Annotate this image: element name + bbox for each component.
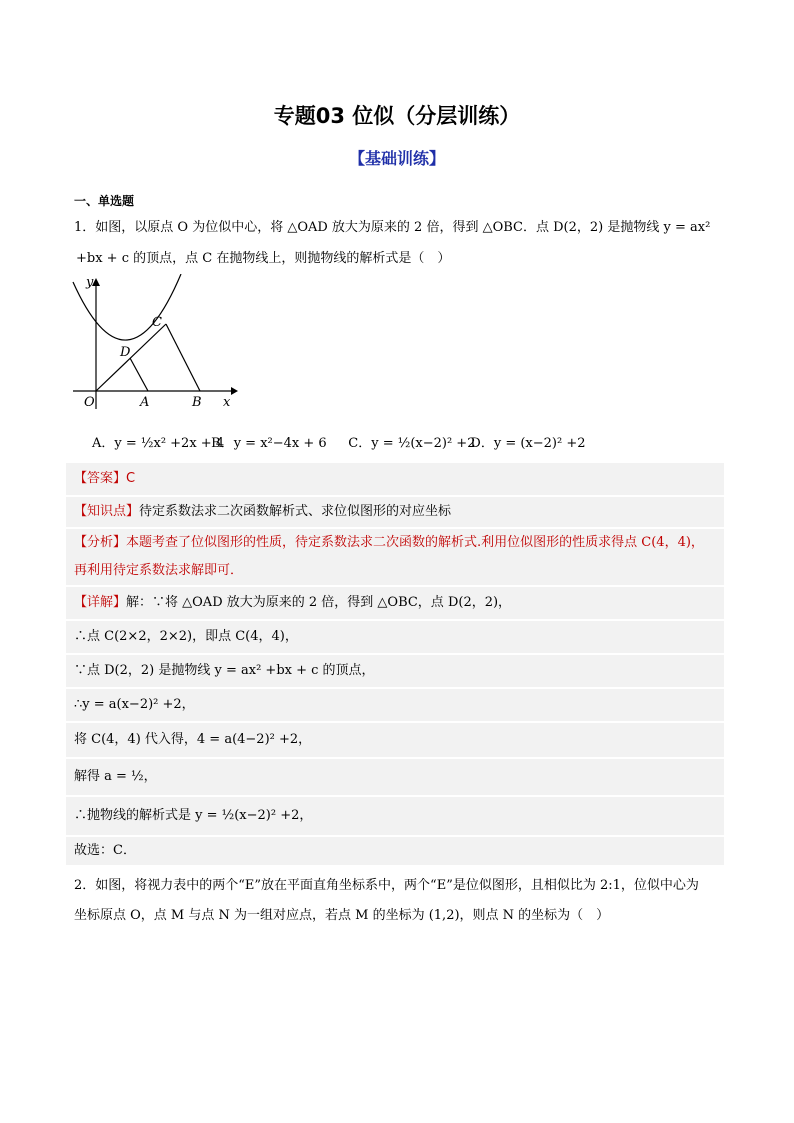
- question-1-figure: [68, 274, 238, 414]
- question-1-line-2: +bx + c 的顶点，点 C 在抛物线上，则抛物线的解析式是（ ）: [76, 251, 451, 266]
- detail-line-7: ∴抛物线的解析式是 y = ½(x−2)² +2，: [74, 808, 313, 823]
- detail-row-4: [66, 689, 724, 721]
- question-1-line-1: 1．如图，以原点 O 为位似中心，将 △OAD 放大为原来的 2 倍，得到 △OBC．点 D(2，2) 是抛物线 y = ax²: [74, 220, 711, 235]
- segment-DA: [130, 358, 148, 391]
- section-subtitle: 【基础训练】: [348, 149, 445, 168]
- detail-line-5: 将 C(4，4) 代入得，4 = a(4−2)² +2，: [74, 732, 312, 747]
- question-2-line-1: 2．如图，将视力表中的两个“E”放在平面直角坐标系中，两个“E”是位似图形，且相似比为 2:1，位似中心为: [74, 878, 699, 893]
- answer-row: [66, 463, 724, 495]
- knowledge-row: [66, 497, 724, 527]
- detail-row-2: [66, 621, 724, 653]
- section-heading: 一、单选题: [74, 194, 135, 208]
- label-x: x: [223, 395, 231, 410]
- analysis-label: 【分析】: [74, 535, 127, 550]
- segment-CB: [166, 324, 200, 391]
- option-c[interactable]: C．y = ½(x−2)² +2: [348, 436, 476, 451]
- label-D: D: [120, 345, 131, 360]
- detail-line-3: ∵点 D(2，2) 是抛物线 y = ax² +bx + c 的顶点，: [74, 663, 375, 678]
- question-2-line-2: 坐标原点 O，点 M 与点 N 为一组对应点，若点 M 的坐标为 (1,2)，则点 N 的坐标为（ ）: [74, 908, 610, 923]
- label-A: A: [140, 395, 150, 410]
- option-d[interactable]: D．y = (x−2)² +2: [470, 436, 586, 451]
- page-title: 专题03 位似（分层训练）: [273, 104, 521, 128]
- x-axis-arrow: [231, 387, 238, 395]
- detail-row-3: [66, 655, 724, 687]
- detail-line-8: 故选：C．: [74, 843, 136, 858]
- detail-line-2: ∴点 C(2×2，2×2)，即点 C(4，4)，: [74, 629, 298, 644]
- detail-row-5: [66, 723, 724, 757]
- label-y: y: [86, 275, 94, 290]
- option-a[interactable]: A．y = ½x² +2x + 4: [92, 436, 225, 451]
- option-b[interactable]: B．y = x²−4x + 6: [211, 436, 327, 451]
- detail-line-6: 解得 a = ½，: [74, 769, 157, 784]
- knowledge-text: 待定系数法求二次函数解析式、求位似图形的对应坐标: [139, 504, 452, 519]
- detail-row-1: [66, 587, 724, 619]
- answer-label: 【答案】: [74, 471, 127, 486]
- segment-OC: [96, 324, 166, 391]
- label-C: C: [152, 315, 162, 330]
- analysis-text-2: 再利用待定系数法求解即可．: [74, 563, 244, 578]
- detail-row-7: [66, 797, 724, 835]
- analysis-text-1: 本题考查了位似图形的性质，待定系数法求二次函数的解析式.利用位似图形的性质求得点 C(4，4)，: [126, 535, 704, 550]
- detail-label: 【详解】: [74, 595, 127, 610]
- answer-value: C: [126, 471, 136, 486]
- analysis-row: [66, 529, 724, 585]
- knowledge-label: 【知识点】: [74, 504, 140, 519]
- answer-block: [66, 463, 726, 863]
- question-1-options: [92, 432, 586, 451]
- detail-line-1: 解：∵将 △OAD 放大为原来的 2 倍，得到 △OBC，点 D(2，2)，: [126, 595, 512, 610]
- detail-row-6: [66, 759, 724, 795]
- detail-line-4: ∴y = a(x−2)² +2，: [74, 697, 195, 712]
- label-O: O: [84, 395, 95, 410]
- detail-row-8: [66, 837, 724, 865]
- label-B: B: [192, 395, 202, 410]
